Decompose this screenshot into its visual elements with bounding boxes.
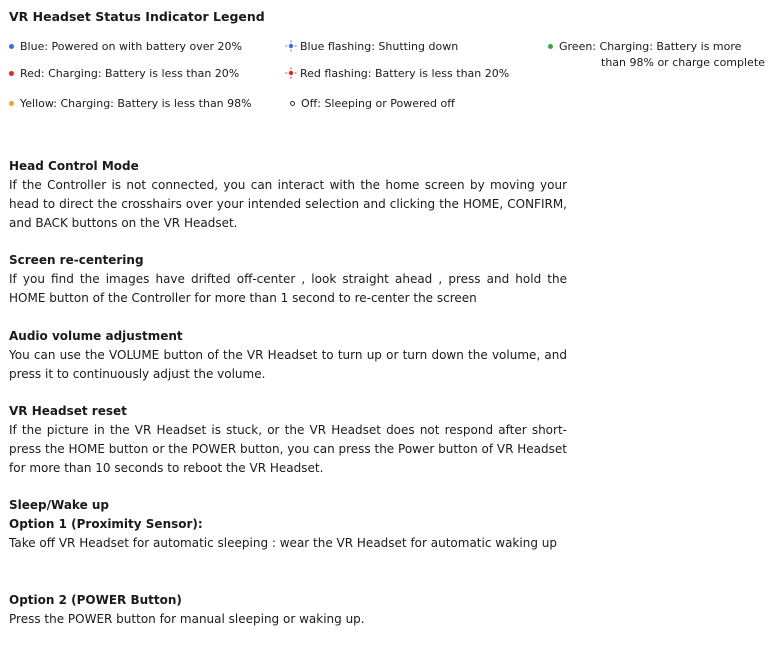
section-heading: Screen re-centering bbox=[9, 253, 144, 267]
legend-red-flashing-label: Red flashing: Battery is less than 20% bbox=[300, 67, 510, 80]
legend-item-blue bbox=[9, 39, 242, 55]
option2-heading: Option 2 (POWER Button) bbox=[9, 593, 182, 607]
section-heading: Sleep/Wake up bbox=[9, 498, 110, 512]
legend-green-label-line2: than 98% or charge complete bbox=[601, 56, 765, 69]
legend-item-red-flashing bbox=[285, 66, 509, 82]
legend-item-yellow bbox=[9, 96, 252, 112]
option1-text: Take off VR Headset for automatic sleeping : wear the VR Headset for automatic waking up bbox=[9, 536, 557, 550]
section-heading: Head Control Mode bbox=[9, 159, 139, 173]
blue-dot-icon bbox=[9, 44, 14, 49]
off-ring-icon bbox=[290, 101, 295, 106]
red-dot-icon bbox=[9, 71, 14, 76]
section-head-control bbox=[9, 157, 567, 233]
legend-item-green bbox=[548, 39, 765, 71]
legend-blue-flashing-label: Blue flashing: Shutting down bbox=[300, 40, 459, 53]
red-flashing-icon bbox=[285, 67, 297, 79]
option1-heading: Option 1 (Proximity Sensor): bbox=[9, 517, 203, 531]
section-text: If you find the images have drifted off-center , look straight ahead , press and hold the HOME button of the Controller for more than 1 second to re-center the screen bbox=[9, 272, 567, 305]
legend-item-blue-flashing bbox=[285, 39, 458, 55]
section-sleep-option2 bbox=[9, 591, 567, 629]
section-reset bbox=[9, 402, 567, 478]
section-text: If the picture in the VR Headset is stuck, or the VR Headset does not respond after short-press the HOME button or the POWER button, you can press the Power button of VR Headset for more than 10 seconds to reboot the VR Headset. bbox=[9, 423, 567, 475]
legend-yellow-label: Yellow: Charging: Battery is less than 98% bbox=[20, 97, 252, 110]
section-text: You can use the VOLUME button of the VR Headset to turn up or turn down the volume, and press it to continuously adjust the volume. bbox=[9, 348, 567, 381]
legend-green-label-line1: Green: Charging: Battery is more bbox=[559, 40, 742, 53]
section-recentering bbox=[9, 251, 567, 308]
blue-flashing-icon bbox=[285, 40, 297, 52]
legend-item-red bbox=[9, 66, 239, 82]
section-text: If the Controller is not connected, you can interact with the home screen by moving your head to direct the crosshairs over your intended selection and clicking the HOME, CONFIRM, and BACK buttons on the VR Headset. bbox=[9, 178, 567, 230]
section-heading: Audio volume adjustment bbox=[9, 329, 183, 343]
legend-blue-label: Blue: Powered on with battery over 20% bbox=[20, 40, 242, 53]
legend-item-off bbox=[290, 96, 455, 112]
legend-red-label: Red: Charging: Battery is less than 20% bbox=[20, 67, 240, 80]
legend-title: VR Headset Status Indicator Legend bbox=[9, 9, 265, 24]
legend-off-label: Off: Sleeping or Powered off bbox=[301, 97, 455, 110]
yellow-dot-icon bbox=[9, 101, 14, 106]
section-volume bbox=[9, 327, 567, 384]
green-dot-icon bbox=[548, 44, 553, 49]
section-sleep bbox=[9, 496, 567, 553]
section-heading: VR Headset reset bbox=[9, 404, 127, 418]
option2-text: Press the POWER button for manual sleeping or waking up. bbox=[9, 612, 365, 626]
